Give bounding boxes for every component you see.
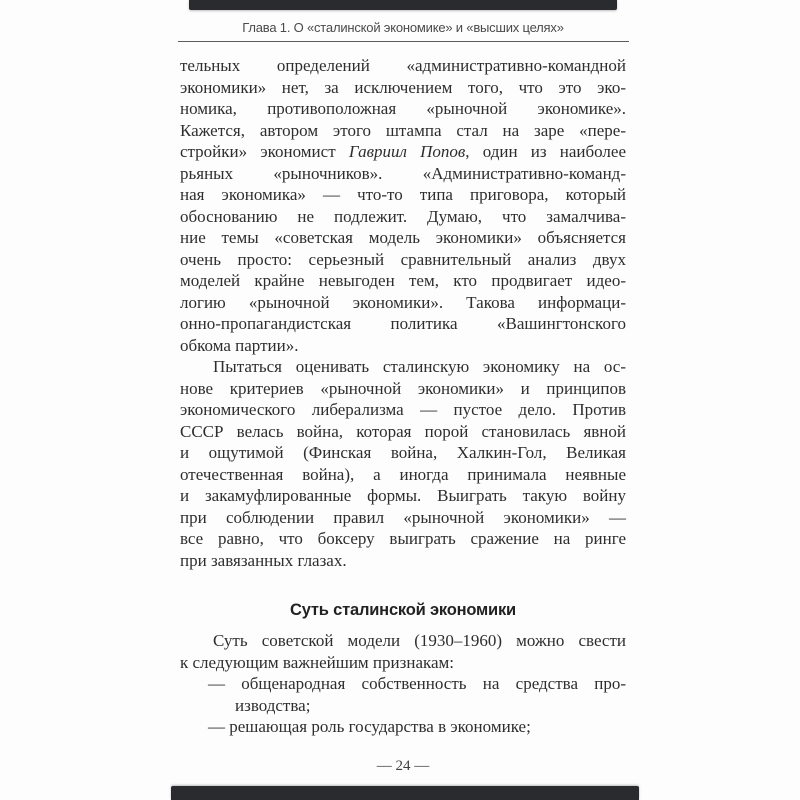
text-line: Кажется, автором этого штампа стал на заре «пере-	[180, 120, 626, 140]
text-line: ная экономика» — что-то типа приговора, который	[180, 185, 626, 204]
section-heading: Суть сталинской экономики	[290, 601, 516, 619]
blocks-after-heading	[180, 630, 626, 738]
header-rule	[178, 41, 629, 42]
text-line: Суть советской модели (1930–1960) можно свести	[213, 631, 626, 650]
body-text	[180, 55, 626, 738]
text-line: отечественная война), а иногда принимала неявные	[180, 464, 626, 484]
text-line: все равно, что боксеру выиграть сражение на ринге	[180, 529, 626, 548]
text-line: при завязанных глазах.	[180, 550, 347, 570]
text-line: экономического либерализма — пустое дело. Против	[180, 400, 626, 419]
text-line: — общенародная собственность на средства про-	[208, 674, 626, 693]
text-line: нове критериев «рыночной экономики» и принципов	[180, 378, 626, 398]
text-line: и ощутимой (Финская война, Халкин-Гол, Великая	[180, 443, 626, 462]
list-item	[180, 673, 626, 716]
text-line: обоснованию не подлежит. Думаю, что замалчива-	[180, 206, 626, 226]
book-binding-edge-bottom	[171, 786, 639, 800]
text-line: стройки» экономист Гавриил Попов, один из наиболее	[180, 142, 627, 161]
paragraph	[180, 356, 626, 571]
text-line: при соблюдении правил «рыночной экономики» —	[180, 507, 626, 527]
text-line: логию «рыночной экономики». Такова информаци-	[180, 292, 626, 312]
text-line: Пытаться оценивать сталинскую экономику на ос-	[213, 357, 626, 376]
page-column	[180, 0, 626, 776]
paragraph	[180, 630, 626, 673]
list-item	[180, 716, 626, 738]
text-line: к следующим важнейшим признакам:	[180, 652, 455, 672]
text-line: изводства;	[235, 695, 311, 715]
text-line: экономики» нет, за исключением того, что это эко-	[180, 77, 626, 97]
text-line: и закамуфлированные формы. Выиграть такую войну	[180, 486, 626, 505]
paragraph	[180, 55, 626, 356]
text-line: ние темы «советская модель экономики» объясняется	[180, 228, 626, 247]
blocks-before-heading	[180, 55, 626, 571]
text-line: обкома партии».	[180, 335, 299, 355]
page-number: — 24 —	[376, 757, 430, 774]
dash-list	[180, 673, 626, 738]
text-line: моделей крайне невыгоден тем, кто продвигает идео-	[180, 271, 626, 290]
text-line: СССР велась война, которая порой становилась явной	[180, 421, 626, 441]
text-line: рьяных «рыночников». «Административно-команд-	[180, 163, 626, 183]
text-line: номика, противоположная «рыночной экономике».	[180, 99, 626, 118]
text-line: онно-пропагандистская политика «Вашингтонского	[180, 314, 626, 333]
text-line: очень просто: серьезный сравнительный анализ двух	[180, 249, 626, 269]
text-line: тельных определений «административно-командной	[180, 56, 626, 75]
chapter-running-header: Глава 1. О «сталинской экономике» и «высших целях»	[242, 20, 564, 35]
text-line: — решающая роль государства в экономике;	[208, 717, 531, 736]
